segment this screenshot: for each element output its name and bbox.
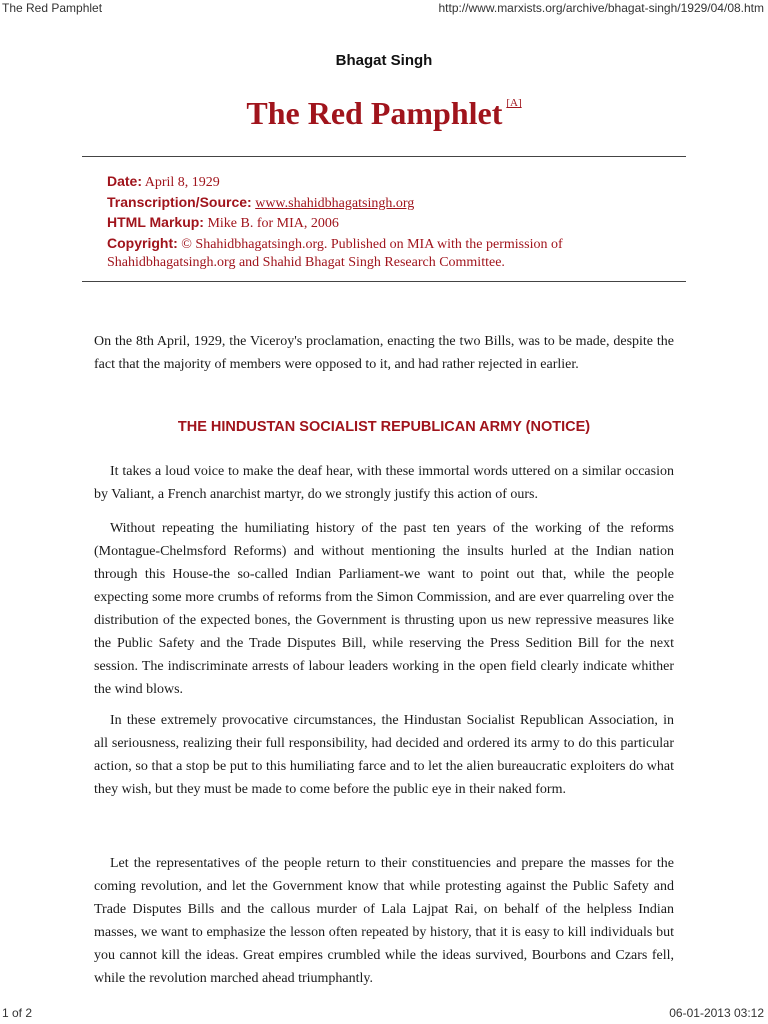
- author-name: Bhagat Singh: [335, 52, 433, 69]
- meta-copyright-label: Copyright:: [107, 234, 178, 251]
- print-datetime: 06-01-2013 03:12: [669, 1006, 764, 1020]
- meta-markup-value: Mike B. for MIA, 2006: [207, 216, 339, 231]
- page-title: [0, 95, 768, 132]
- page-title-text: The Red Pamphlet: [246, 95, 503, 131]
- body-paragraph-4: Let the representatives of the people return to their constituencies and prepare the masses for the coming revolution, and let the Government know that while protesting against the Public Safety and Trade Disputes Bills and the callous murder of Lala Lajpat Rai, on behalf of the helpless Indian masses, we want to emphasize the lesson often repeated by history, that it is easy to kill individuals but you cannot kill the ideas. Great empires crumbled while the ideas survived, Bourbons and Czars fell, while the revolution marched ahead triumphantly.: [94, 856, 674, 986]
- meta-source-link[interactable]: www.shahidbhagatsingh.org: [255, 195, 415, 211]
- body-paragraph-3: In these extremely provocative circumstances, the Hindustan Socialist Republican Association, in all seriousness, realizing their full responsibility, had decided and ordered its army to do this particular action, so that a stop be put to this humiliating farce and to let the alien bureaucratic exploiters do what they wish, but they must be made to come before the public eye in their naked form.: [94, 713, 674, 797]
- meta-date: [107, 172, 667, 193]
- print-footer: [0, 1006, 768, 1024]
- meta-source-label: Transcription/Source:: [107, 193, 252, 210]
- divider-top: [82, 156, 686, 157]
- body-paragraph-1: It takes a loud voice to make the deaf hear, with these immortal words uttered on a similar occasion by Valiant, a French anarchist martyr, do we strongly justify this action of ours.: [94, 464, 674, 502]
- print-header-url: http://www.marxists.org/archive/bhagat-singh/1929/04/08.htm: [438, 1, 764, 15]
- meta-source: [107, 193, 667, 214]
- footnote-link[interactable]: [A]: [506, 97, 522, 109]
- meta-copyright: [107, 234, 667, 273]
- meta-markup: [107, 213, 667, 234]
- meta-date-value: April 8, 1929: [144, 175, 220, 190]
- metadata-block: [107, 172, 667, 273]
- page-count: 1 of 2: [2, 1006, 33, 1020]
- print-header-title: The Red Pamphlet: [2, 1, 103, 15]
- body-paragraph-2: Without repeating the humiliating history of the past ten years of the working of the reforms (Montague-Chelmsford Reforms) and without mentioning the insults hurled at the Indian nation through this House-the so-called Indian Parliament-we want to point out that, while the people expecting some more crumbs of reforms from the Simon Commission, and are ever quarreling over the distribution of the expected bones, the Government is thrusting upon us new repressive measures like the Public Safety and the Trade Disputes Bill, while reserving the Press Sedition Bill for the next session. The indiscriminate arrests of labour leaders working in the open field clearly indicate whither the wind blows.: [94, 521, 674, 697]
- meta-date-label: Date:: [107, 173, 143, 189]
- print-header: [0, 0, 768, 20]
- meta-markup-label: HTML Markup:: [107, 214, 204, 230]
- meta-copyright-value: © Shahidbhagatsingh.org. Published on MIA with the permission of Shahidbhagatsingh.org and Shahid Bhagat Singh Research Committee.: [107, 236, 563, 270]
- notice-heading: THE HINDUSTAN SOCIALIST REPUBLICAN ARMY (NOTICE): [177, 419, 591, 435]
- intro-paragraph: On the 8th April, 1929, the Viceroy's proclamation, enacting the two Bills, was to be made, despite the fact that the majority of members were opposed to it, and had rather rejected in earlier.: [94, 334, 674, 372]
- divider-bottom: [82, 281, 686, 282]
